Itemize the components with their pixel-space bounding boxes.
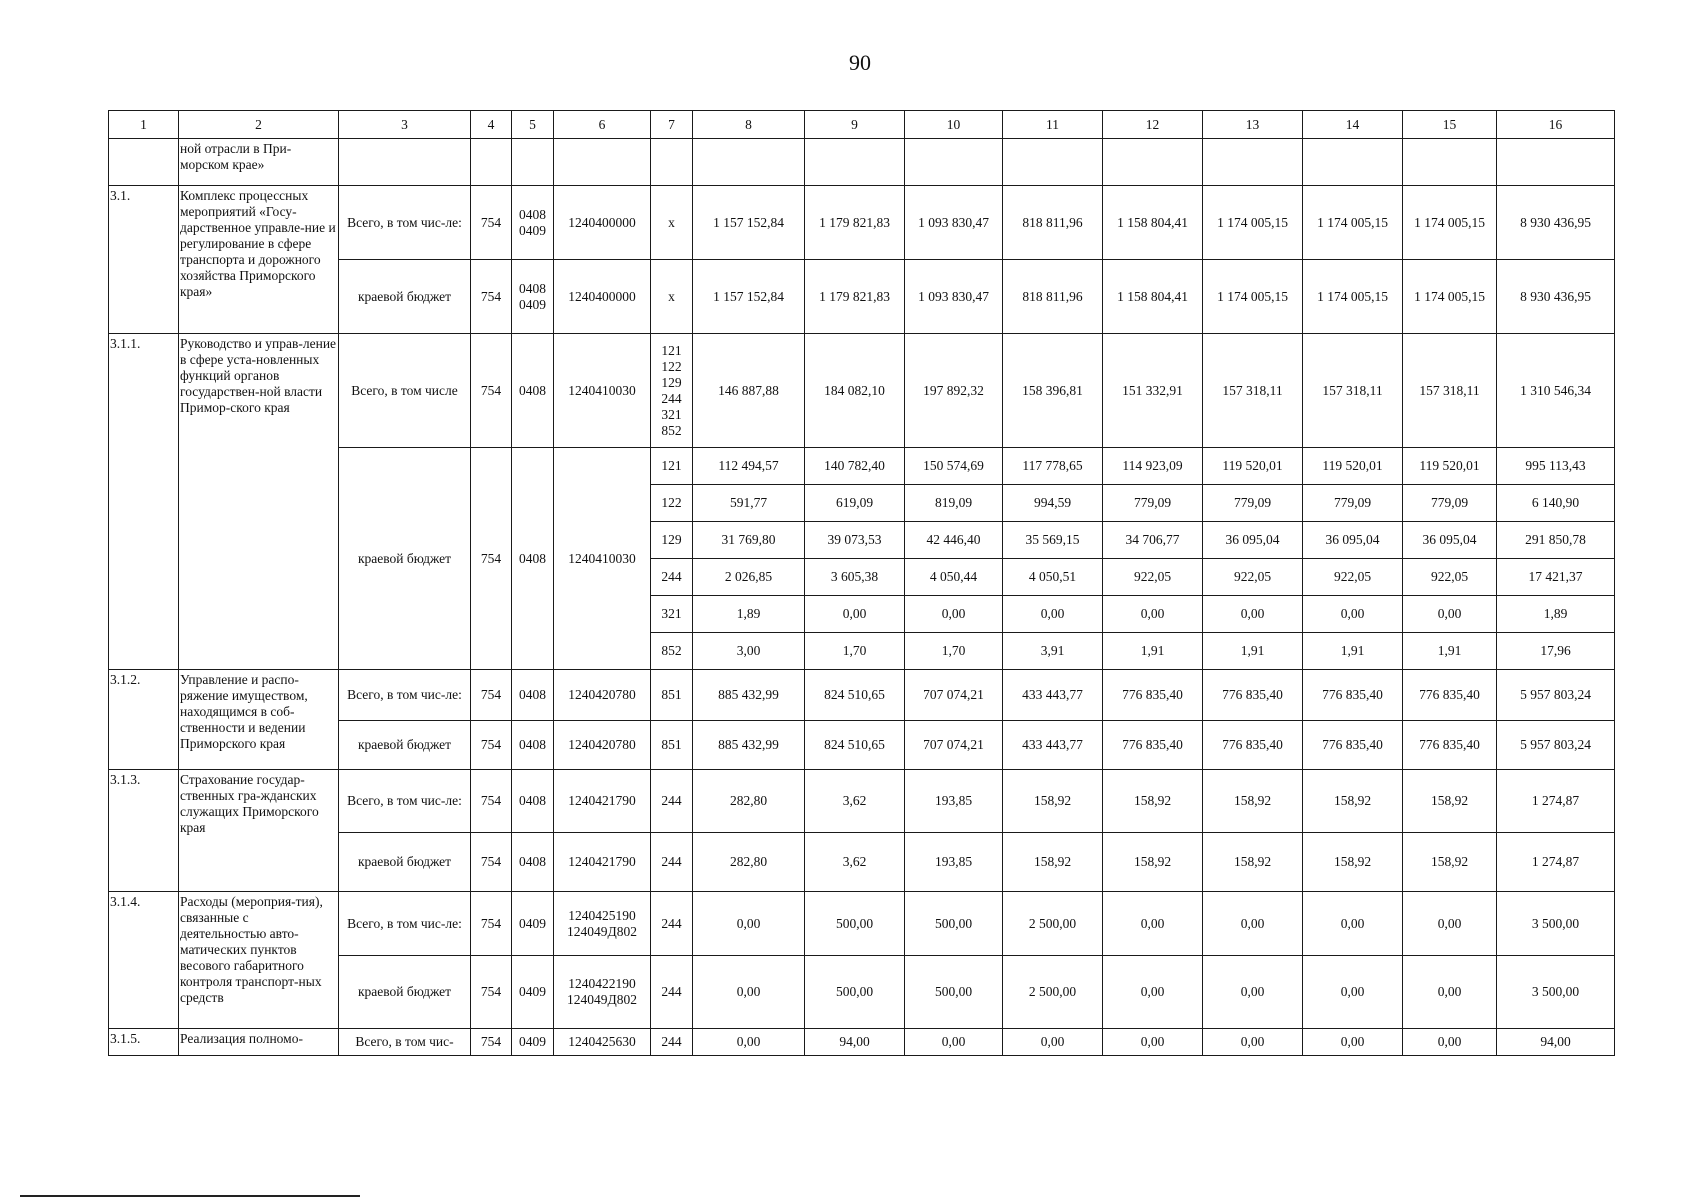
row-3-1-total-col-14: 1 174 005,15: [1303, 186, 1403, 260]
row-3-1-4-total-col-16: 3 500,00: [1497, 892, 1615, 956]
row-3-1-2-total-col-15: 776 835,40: [1403, 670, 1497, 721]
row-3-1-2-total: [109, 670, 1615, 721]
row-3-1-1-kraevoy-129-col-9: 39 073,53: [805, 522, 905, 559]
row-3-1-total-col-13: 1 174 005,15: [1203, 186, 1303, 260]
row-3-1-1-kraevoy-244-col-10: 4 050,44: [905, 559, 1003, 596]
row-3-1-2-kraevoy-col-8: 885 432,99: [693, 721, 805, 770]
row-3-1-1-kraevoy-244-col-15: 922,05: [1403, 559, 1497, 596]
header-cell-3: 3: [339, 111, 471, 139]
row-3-1-5-name: Реализация полномо-: [179, 1029, 339, 1056]
row-3-1-1-num: 3.1.1.: [109, 334, 179, 670]
row-3-1-1-source: Всего, в том числе: [339, 334, 471, 448]
row-3-1-1-total-col-15: 157 318,11: [1403, 334, 1497, 448]
row-3-1-1-kraevoy-129-col-14: 36 095,04: [1303, 522, 1403, 559]
row-3-1-1-kraevoy-121-col-16: 995 113,43: [1497, 448, 1615, 485]
row-3-1-1-kraevoy-321-col-8: 1,89: [693, 596, 805, 633]
row-3-1-4-kraevoy-grbs: 754: [471, 956, 512, 1029]
row-3-1-3-total-col-14: 158,92: [1303, 770, 1403, 833]
row-3-1-1-kraevoy-321-col-14: 0,00: [1303, 596, 1403, 633]
row-3-1-1-kraevoy-122-col-9: 619,09: [805, 485, 905, 522]
row-3-1-5-total-col-12: 0,00: [1103, 1029, 1203, 1056]
row-3-1-5-csr: 1240425630: [554, 1029, 651, 1056]
row-3-1-kraevoy-col-10: 1 093 830,47: [905, 260, 1003, 334]
row-3-1-kraevoy-col-11: 818 811,96: [1003, 260, 1103, 334]
row-3-1-3-total-col-16: 1 274,87: [1497, 770, 1615, 833]
intro-empty-6: [554, 139, 651, 186]
row-3-1-1-total-col-10: 197 892,32: [905, 334, 1003, 448]
row-3-1-3-total-col-15: 158,92: [1403, 770, 1497, 833]
header-row: [109, 111, 1615, 139]
row-3-1-1-kraevoy-122-col-10: 819,09: [905, 485, 1003, 522]
row-3-1-2-kraevoy-col-15: 776 835,40: [1403, 721, 1497, 770]
intro-row: [109, 139, 1615, 186]
row-3-1-3-csr: 1240421790: [554, 770, 651, 833]
row-3-1-1-kraevoy-129-col-15: 36 095,04: [1403, 522, 1497, 559]
row-3-1-num: 3.1.: [109, 186, 179, 334]
row-3-1-2-total-col-11: 433 443,77: [1003, 670, 1103, 721]
row-3-1-3-source: Всего, в том чис-ле:: [339, 770, 471, 833]
row-3-1-3-kraevoy-rzpr: 0408: [512, 833, 554, 892]
row-3-1-total-col-12: 1 158 804,41: [1103, 186, 1203, 260]
row-3-1-1-kraevoy-121-col-14: 119 520,01: [1303, 448, 1403, 485]
header-cell-14: 14: [1303, 111, 1403, 139]
row-3-1-1-kraevoy-vr-852: 852: [651, 633, 693, 670]
row-3-1-3-kraevoy-col-13: 158,92: [1203, 833, 1303, 892]
row-3-1-1-kraevoy-129-col-12: 34 706,77: [1103, 522, 1203, 559]
intro-empty-10: [905, 139, 1003, 186]
row-3-1-1-grbs: 754: [471, 334, 512, 448]
row-3-1-1-total-col-14: 157 318,11: [1303, 334, 1403, 448]
row-3-1-1-kraevoy-852-col-14: 1,91: [1303, 633, 1403, 670]
row-3-1-2-kraevoy-col-13: 776 835,40: [1203, 721, 1303, 770]
row-3-1-2-total-col-9: 824 510,65: [805, 670, 905, 721]
row-3-1-5-total-col-8: 0,00: [693, 1029, 805, 1056]
row-3-1-2-total-col-12: 776 835,40: [1103, 670, 1203, 721]
intro-num: [109, 139, 179, 186]
header-cell-8: 8: [693, 111, 805, 139]
row-3-1-2-total-col-14: 776 835,40: [1303, 670, 1403, 721]
row-3-1-1-kraevoy-321-col-13: 0,00: [1203, 596, 1303, 633]
row-3-1-4-total-col-12: 0,00: [1103, 892, 1203, 956]
row-3-1-csr: 1240400000: [554, 186, 651, 260]
row-3-1-4-csr: 1240425190 124049Д802: [554, 892, 651, 956]
row-3-1-1-kraevoy-852-col-9: 1,70: [805, 633, 905, 670]
row-3-1-1-name: Руководство и управ-ление в сфере уста-новленных функций органов государствен-ной власти Примор-ского края: [179, 334, 339, 670]
row-3-1-1-kraevoy-321-col-11: 0,00: [1003, 596, 1103, 633]
row-3-1-2-kraevoy-col-14: 776 835,40: [1303, 721, 1403, 770]
footer-rule: [20, 1195, 360, 1197]
row-3-1-4-kraevoy-col-11: 2 500,00: [1003, 956, 1103, 1029]
row-3-1-3-kraevoy-col-9: 3,62: [805, 833, 905, 892]
row-3-1-3-name: Страхование государ-ственных гра-жданских служащих Приморского края: [179, 770, 339, 892]
row-3-1-2-name: Управление и распо-ряжение имуществом, находящимся в соб-ственности и ведении Приморского края: [179, 670, 339, 770]
row-3-1-2-kraevoy-grbs: 754: [471, 721, 512, 770]
row-3-1-5-source: Всего, в том чис-: [339, 1029, 471, 1056]
row-3-1-3-kraevoy-col-14: 158,92: [1303, 833, 1403, 892]
row-3-1-1-total-col-9: 184 082,10: [805, 334, 905, 448]
row-3-1-4-kraevoy-col-15: 0,00: [1403, 956, 1497, 1029]
row-3-1-1-kraevoy-244-col-14: 922,05: [1303, 559, 1403, 596]
row-3-1-1-total-col-11: 158 396,81: [1003, 334, 1103, 448]
row-3-1-2-kraevoy-col-12: 776 835,40: [1103, 721, 1203, 770]
row-3-1-1-kraevoy-129-col-8: 31 769,80: [693, 522, 805, 559]
row-3-1-2-total-col-16: 5 957 803,24: [1497, 670, 1615, 721]
row-3-1-1-kraevoy-grbs: 754: [471, 448, 512, 670]
row-3-1-4-source: Всего, в том чис-ле:: [339, 892, 471, 956]
row-3-1-1-kraevoy-121-col-15: 119 520,01: [1403, 448, 1497, 485]
row-3-1-3-grbs: 754: [471, 770, 512, 833]
intro-empty-4: [471, 139, 512, 186]
row-3-1-2-kraevoy-col-16: 5 957 803,24: [1497, 721, 1615, 770]
header-cell-12: 12: [1103, 111, 1203, 139]
row-3-1-1-kraevoy-121-col-12: 114 923,09: [1103, 448, 1203, 485]
row-3-1-4-kraevoy-col-10: 500,00: [905, 956, 1003, 1029]
row-3-1-1-kraevoy-vr-244: 244: [651, 559, 693, 596]
row-3-1-4-name: Расходы (мероприя-тия), связанные с деятельностью авто-матических пунктов весового габаритного контроля транспорт-ных средств: [179, 892, 339, 1029]
row-3-1-total-col-15: 1 174 005,15: [1403, 186, 1497, 260]
row-3-1-1-kraevoy-244-col-12: 922,05: [1103, 559, 1203, 596]
row-3-1-1-kraevoy-source: краевой бюджет: [339, 448, 471, 670]
row-3-1-5-num: 3.1.5.: [109, 1029, 179, 1056]
row-3-1-1-kraevoy-vr-122: 122: [651, 485, 693, 522]
header-cell-10: 10: [905, 111, 1003, 139]
row-3-1-5-total-col-10: 0,00: [905, 1029, 1003, 1056]
row-3-1-1-kraevoy-121-col-8: 112 494,57: [693, 448, 805, 485]
row-3-1-3-kraevoy-csr: 1240421790: [554, 833, 651, 892]
row-3-1-total-col-16: 8 930 436,95: [1497, 186, 1615, 260]
row-3-1-1-kraevoy-122-col-12: 779,09: [1103, 485, 1203, 522]
row-3-1-total: [109, 186, 1615, 260]
row-3-1-kraevoy-grbs: 754: [471, 260, 512, 334]
row-3-1-3-kraevoy-col-15: 158,92: [1403, 833, 1497, 892]
row-3-1-kraevoy-source: краевой бюджет: [339, 260, 471, 334]
row-3-1-source: Всего, в том чис-ле:: [339, 186, 471, 260]
row-3-1-3-kraevoy-col-12: 158,92: [1103, 833, 1203, 892]
row-3-1-name: Комплекс процессных мероприятий «Госу-дарственное управле-ние и регулирование в сфере транспорта и дорожного хозяйства Приморского края»: [179, 186, 339, 334]
row-3-1-4-kraevoy-col-13: 0,00: [1203, 956, 1303, 1029]
row-3-1-2-num: 3.1.2.: [109, 670, 179, 770]
row-3-1-1-kraevoy-321-col-12: 0,00: [1103, 596, 1203, 633]
row-3-1-1-total: [109, 334, 1615, 448]
row-3-1-3-kraevoy-col-16: 1 274,87: [1497, 833, 1615, 892]
row-3-1-3-kraevoy-vr: 244: [651, 833, 693, 892]
intro-empty-12: [1103, 139, 1203, 186]
row-3-1-1-kraevoy-321-col-16: 1,89: [1497, 596, 1615, 633]
row-3-1-kraevoy-col-9: 1 179 821,83: [805, 260, 905, 334]
row-3-1-2-rzpr: 0408: [512, 670, 554, 721]
row-3-1-5-total: [109, 1029, 1615, 1056]
row-3-1-4-kraevoy-col-14: 0,00: [1303, 956, 1403, 1029]
header-cell-7: 7: [651, 111, 693, 139]
row-3-1-1-kraevoy-rzpr: 0408: [512, 448, 554, 670]
intro-name: ной отрасли в При-морском крае»: [179, 139, 339, 186]
page-number: 90: [849, 50, 871, 75]
row-3-1-grbs: 754: [471, 186, 512, 260]
row-3-1-3-kraevoy-grbs: 754: [471, 833, 512, 892]
row-3-1-1-kraevoy-vr-121: 121: [651, 448, 693, 485]
row-3-1-3-total-col-8: 282,80: [693, 770, 805, 833]
row-3-1-3-total: [109, 770, 1615, 833]
row-3-1-4-total-col-13: 0,00: [1203, 892, 1303, 956]
row-3-1-1-kraevoy-244-col-16: 17 421,37: [1497, 559, 1615, 596]
row-3-1-2-total-col-10: 707 074,21: [905, 670, 1003, 721]
row-3-1-2-kraevoy-col-11: 433 443,77: [1003, 721, 1103, 770]
intro-empty-3: [339, 139, 471, 186]
row-3-1-1-kraevoy-129-col-11: 35 569,15: [1003, 522, 1103, 559]
row-3-1-1-kraevoy-852-col-12: 1,91: [1103, 633, 1203, 670]
intro-empty-9: [805, 139, 905, 186]
row-3-1-1-kraevoy-244-col-13: 922,05: [1203, 559, 1303, 596]
budget-table: [108, 110, 1615, 1056]
row-3-1-kraevoy-rzpr: 0408 0409: [512, 260, 554, 334]
row-3-1-4-total-col-15: 0,00: [1403, 892, 1497, 956]
row-3-1-4-total: [109, 892, 1615, 956]
row-3-1-1-kraevoy-122-col-8: 591,77: [693, 485, 805, 522]
row-3-1-1-kraevoy-121-col-10: 150 574,69: [905, 448, 1003, 485]
row-3-1-4-kraevoy-csr: 1240422190 124049Д802: [554, 956, 651, 1029]
row-3-1-4-kraevoy-col-8: 0,00: [693, 956, 805, 1029]
row-3-1-1-kraevoy-122-col-15: 779,09: [1403, 485, 1497, 522]
row-3-1-4-kraevoy-vr: 244: [651, 956, 693, 1029]
intro-empty-11: [1003, 139, 1103, 186]
row-3-1-1-kraevoy-129-col-10: 42 446,40: [905, 522, 1003, 559]
row-3-1-1-total-col-16: 1 310 546,34: [1497, 334, 1615, 448]
row-3-1-1-kraevoy-852-col-8: 3,00: [693, 633, 805, 670]
header-cell-16: 16: [1497, 111, 1615, 139]
header-cell-13: 13: [1203, 111, 1303, 139]
row-3-1-3-kraevoy-col-11: 158,92: [1003, 833, 1103, 892]
row-3-1-3-total-col-10: 193,85: [905, 770, 1003, 833]
row-3-1-5-total-col-15: 0,00: [1403, 1029, 1497, 1056]
row-3-1-2-kraevoy-rzpr: 0408: [512, 721, 554, 770]
row-3-1-1-rzpr: 0408: [512, 334, 554, 448]
intro-empty-7: [651, 139, 693, 186]
row-3-1-1-kraevoy-852-col-11: 3,91: [1003, 633, 1103, 670]
row-3-1-1-kraevoy-321-col-10: 0,00: [905, 596, 1003, 633]
row-3-1-1-kraevoy-244-col-8: 2 026,85: [693, 559, 805, 596]
row-3-1-3-total-col-12: 158,92: [1103, 770, 1203, 833]
row-3-1-1-total-col-13: 157 318,11: [1203, 334, 1303, 448]
row-3-1-3-kraevoy-col-10: 193,85: [905, 833, 1003, 892]
row-3-1-1-vr: 121 122 129 244 321 852: [651, 334, 693, 448]
row-3-1-kraevoy-col-8: 1 157 152,84: [693, 260, 805, 334]
row-3-1-2-csr: 1240420780: [554, 670, 651, 721]
intro-empty-14: [1303, 139, 1403, 186]
row-3-1-rzpr: 0408 0409: [512, 186, 554, 260]
row-3-1-4-total-col-8: 0,00: [693, 892, 805, 956]
intro-empty-8: [693, 139, 805, 186]
row-3-1-3-total-col-13: 158,92: [1203, 770, 1303, 833]
row-3-1-1-total-col-8: 146 887,88: [693, 334, 805, 448]
row-3-1-kraevoy-col-15: 1 174 005,15: [1403, 260, 1497, 334]
row-3-1-kraevoy-col-14: 1 174 005,15: [1303, 260, 1403, 334]
row-3-1-4-kraevoy-rzpr: 0409: [512, 956, 554, 1029]
row-3-1-kraevoy-col-13: 1 174 005,15: [1203, 260, 1303, 334]
row-3-1-2-kraevoy-col-9: 824 510,65: [805, 721, 905, 770]
row-3-1-total-col-8: 1 157 152,84: [693, 186, 805, 260]
row-3-1-1-kraevoy-852-col-10: 1,70: [905, 633, 1003, 670]
header-cell-2: 2: [179, 111, 339, 139]
header-cell-4: 4: [471, 111, 512, 139]
row-3-1-kraevoy-csr: 1240400000: [554, 260, 651, 334]
row-3-1-1-kraevoy-129-col-16: 291 850,78: [1497, 522, 1615, 559]
header-cell-9: 9: [805, 111, 905, 139]
row-3-1-1-kraevoy-321-col-9: 0,00: [805, 596, 905, 633]
row-3-1-1-kraevoy-121-col-11: 117 778,65: [1003, 448, 1103, 485]
row-3-1-total-col-9: 1 179 821,83: [805, 186, 905, 260]
row-3-1-1-kraevoy-vr-129: 129: [651, 522, 693, 559]
row-3-1-2-grbs: 754: [471, 670, 512, 721]
row-3-1-2-kraevoy-source: краевой бюджет: [339, 721, 471, 770]
row-3-1-3-kraevoy-source: краевой бюджет: [339, 833, 471, 892]
row-3-1-4-grbs: 754: [471, 892, 512, 956]
row-3-1-3-total-col-9: 3,62: [805, 770, 905, 833]
intro-empty-15: [1403, 139, 1497, 186]
row-3-1-4-total-col-10: 500,00: [905, 892, 1003, 956]
row-3-1-2-vr: 851: [651, 670, 693, 721]
row-3-1-5-total-col-9: 94,00: [805, 1029, 905, 1056]
row-3-1-3-vr: 244: [651, 770, 693, 833]
row-3-1-5-vr: 244: [651, 1029, 693, 1056]
row-3-1-4-total-col-9: 500,00: [805, 892, 905, 956]
header-cell-1: 1: [109, 111, 179, 139]
row-3-1-kraevoy-col-16: 8 930 436,95: [1497, 260, 1615, 334]
row-3-1-1-kraevoy-244-col-11: 4 050,51: [1003, 559, 1103, 596]
row-3-1-vr: х: [651, 186, 693, 260]
row-3-1-1-kraevoy-129-col-13: 36 095,04: [1203, 522, 1303, 559]
row-3-1-3-num: 3.1.3.: [109, 770, 179, 892]
row-3-1-5-total-col-14: 0,00: [1303, 1029, 1403, 1056]
row-3-1-kraevoy-vr: х: [651, 260, 693, 334]
row-3-1-5-total-col-13: 0,00: [1203, 1029, 1303, 1056]
row-3-1-1-kraevoy-122-col-14: 779,09: [1303, 485, 1403, 522]
row-3-1-1-kraevoy-122-col-16: 6 140,90: [1497, 485, 1615, 522]
row-3-1-4-total-col-14: 0,00: [1303, 892, 1403, 956]
row-3-1-2-kraevoy-csr: 1240420780: [554, 721, 651, 770]
row-3-1-1-kraevoy-121-col-9: 140 782,40: [805, 448, 905, 485]
row-3-1-1-kraevoy-244-col-9: 3 605,38: [805, 559, 905, 596]
row-3-1-4-total-col-11: 2 500,00: [1003, 892, 1103, 956]
row-3-1-1-kraevoy-122-col-13: 779,09: [1203, 485, 1303, 522]
row-3-1-3-kraevoy-col-8: 282,80: [693, 833, 805, 892]
row-3-1-1-kraevoy-vr-321: 321: [651, 596, 693, 633]
row-3-1-3-total-col-11: 158,92: [1003, 770, 1103, 833]
header-cell-11: 11: [1003, 111, 1103, 139]
row-3-1-4-kraevoy-col-16: 3 500,00: [1497, 956, 1615, 1029]
row-3-1-1-kraevoy-852-col-15: 1,91: [1403, 633, 1497, 670]
header-cell-5: 5: [512, 111, 554, 139]
row-3-1-2-total-col-13: 776 835,40: [1203, 670, 1303, 721]
row-3-1-4-vr: 244: [651, 892, 693, 956]
row-3-1-4-kraevoy-col-9: 500,00: [805, 956, 905, 1029]
intro-empty-13: [1203, 139, 1303, 186]
row-3-1-1-kraevoy-852-col-16: 17,96: [1497, 633, 1615, 670]
row-3-1-1-csr: 1240410030: [554, 334, 651, 448]
row-3-1-2-kraevoy-col-10: 707 074,21: [905, 721, 1003, 770]
row-3-1-kraevoy-col-12: 1 158 804,41: [1103, 260, 1203, 334]
row-3-1-total-col-10: 1 093 830,47: [905, 186, 1003, 260]
row-3-1-2-source: Всего, в том чис-ле:: [339, 670, 471, 721]
intro-empty-5: [512, 139, 554, 186]
row-3-1-1-kraevoy-122-col-11: 994,59: [1003, 485, 1103, 522]
header-cell-6: 6: [554, 111, 651, 139]
row-3-1-4-kraevoy-source: краевой бюджет: [339, 956, 471, 1029]
header-cell-15: 15: [1403, 111, 1497, 139]
row-3-1-5-total-col-16: 94,00: [1497, 1029, 1615, 1056]
row-3-1-3-rzpr: 0408: [512, 770, 554, 833]
row-3-1-2-total-col-8: 885 432,99: [693, 670, 805, 721]
row-3-1-1-kraevoy-321-col-15: 0,00: [1403, 596, 1497, 633]
row-3-1-5-total-col-11: 0,00: [1003, 1029, 1103, 1056]
row-3-1-2-kraevoy-vr: 851: [651, 721, 693, 770]
row-3-1-1-kraevoy-csr: 1240410030: [554, 448, 651, 670]
row-3-1-5-grbs: 754: [471, 1029, 512, 1056]
row-3-1-4-kraevoy-col-12: 0,00: [1103, 956, 1203, 1029]
row-3-1-5-rzpr: 0409: [512, 1029, 554, 1056]
row-3-1-1-kraevoy-852-col-13: 1,91: [1203, 633, 1303, 670]
row-3-1-1-total-col-12: 151 332,91: [1103, 334, 1203, 448]
row-3-1-4-rzpr: 0409: [512, 892, 554, 956]
row-3-1-1-kraevoy-121-col-13: 119 520,01: [1203, 448, 1303, 485]
intro-empty-16: [1497, 139, 1615, 186]
row-3-1-4-num: 3.1.4.: [109, 892, 179, 1029]
row-3-1-total-col-11: 818 811,96: [1003, 186, 1103, 260]
